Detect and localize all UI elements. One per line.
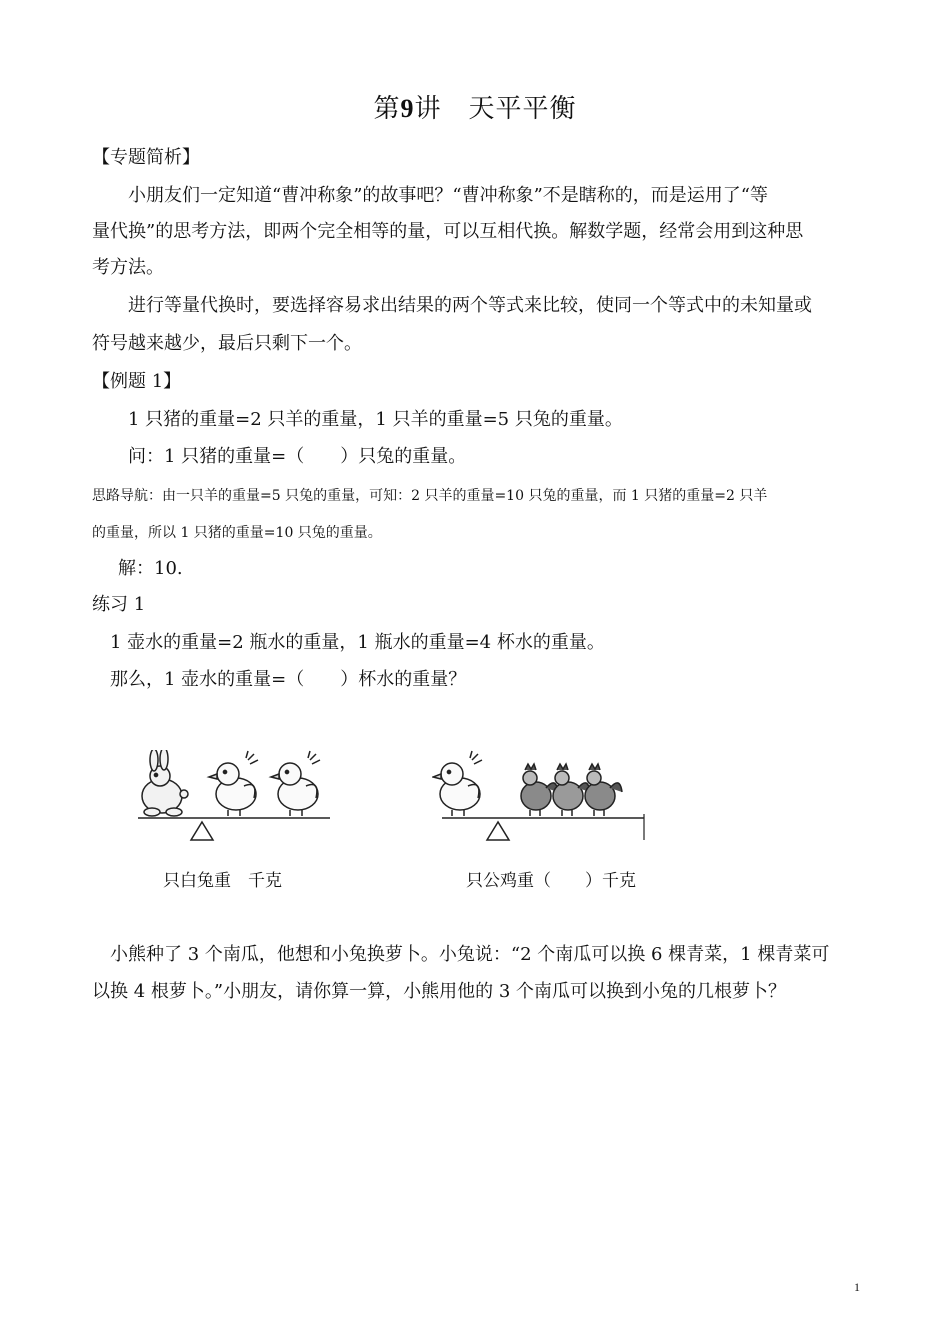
example-heading: 【例题 1】 [92, 371, 182, 392]
intro-p2-line2: 符号越来越少，最后只剩下一个。 [92, 333, 362, 354]
balance-figure-2 [432, 750, 662, 850]
hint-line2: 的重量，所以 1 只猪的重量=10 只兔的重量。 [92, 525, 382, 541]
hint-line1: 思路导航：由一只羊的重量=5 只兔的重量，可知：2 只羊的重量=10 只兔的重量，而 1 只猪的重量=2 只羊 [92, 488, 768, 504]
story-line1: 小熊种了 3 个南瓜，他想和小兔换萝卜。小兔说：“2 个南瓜可以换 6 棵青菜，1 棵青菜可 [110, 944, 830, 965]
chick-icon [271, 751, 320, 816]
practice-heading: 练习 1 [92, 594, 146, 615]
title-prefix: 第 [373, 94, 401, 124]
practice-line2: 那么，1 壶水的重量=（ ）杯水的重量？ [110, 669, 467, 690]
chick-icon [433, 751, 482, 816]
example-line2: 问：1 只猪的重量=（ ）只兔的重量。 [128, 446, 467, 467]
fulcrum-triangle [487, 822, 509, 840]
figure2-caption: 只公鸡重（ ）千克 [466, 871, 636, 891]
title-text: 讲 天平平衡 [414, 94, 577, 124]
title-number: 9 [400, 94, 415, 123]
practice-line1: 1 壶水的重量=2 瓶水的重量，1 瓶水的重量=4 杯水的重量。 [110, 632, 605, 653]
story-line2: 以换 4 根萝卜。”小朋友，请你算一算，小熊用他的 3 个南瓜可以换到小兔的几根萝卜？ [92, 981, 786, 1002]
balance-figure-1 [130, 750, 340, 850]
section-intro-heading: 【专题简析】 [92, 147, 200, 168]
intro-p1-line3: 考方法。 [92, 257, 164, 278]
intro-p1-line1: 小朋友们一定知道“曹冲称象”的故事吧？“曹冲称象”不是瞎称的，而是运用了“等 [128, 185, 769, 206]
rooster-icon [585, 764, 622, 816]
figure1-caption: 只白兔重 千克 [163, 871, 282, 891]
example-line1: 1 只猪的重量=2 只羊的重量，1 只羊的重量=5 只兔的重量。 [128, 409, 623, 430]
intro-p1-line2: 量代换”的思考方法，即两个完全相等的量，可以互相代换。解数学题，经常会用到这种思 [92, 221, 804, 242]
intro-p2-line1: 进行等量代换时，要选择容易求出结果的两个等式来比较，使同一个等式中的未知量或 [128, 295, 812, 316]
rooster-icon [553, 764, 590, 816]
rooster-icon [521, 764, 558, 816]
page-number: 1 [854, 1280, 860, 1294]
answer: 解：10. [118, 558, 183, 579]
page-title [0, 88, 950, 125]
fulcrum-triangle [191, 822, 213, 840]
rabbit-icon [142, 750, 188, 816]
chick-icon [209, 751, 258, 816]
